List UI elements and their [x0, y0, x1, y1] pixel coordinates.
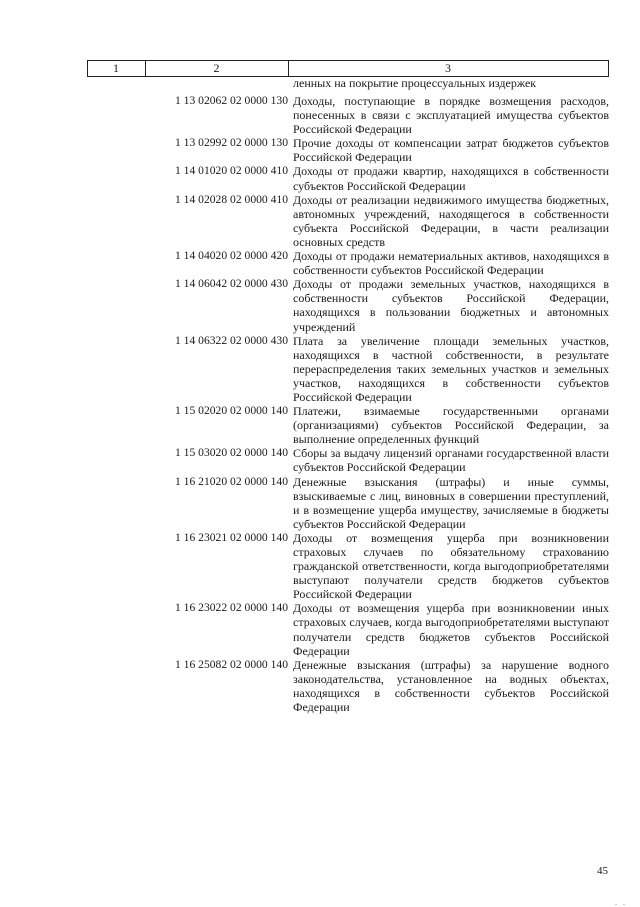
header-col-1: 1	[113, 61, 119, 75]
scan-artifact-dots: . .	[615, 898, 627, 907]
revenue-description: Доходы от возмещения ущерба при возникновении иных страховых случаев, когда выгодоприобретателями выступают получатели средств бюджетов субъектов Российской Федерации	[293, 601, 609, 658]
table-row	[0, 136, 640, 164]
revenue-code: 1 16 23021 02 0000 140	[174, 530, 288, 544]
table-header	[87, 60, 609, 77]
revenue-code: 1 15 03020 02 0000 140	[174, 446, 288, 460]
revenue-description: Доходы от продажи земельных участков, находящихся в собственности субъектов Российской Федерации, находящихся в пользовании бюджетных и автономных учреждений	[293, 277, 609, 334]
revenue-description: Доходы от возмещения ущерба при возникновении страховых случаев по обязательному страхованию гражданской ответственности, когда выгодоприобретателями выступают получатели средств бюджетов субъектов Российской Федерации	[293, 530, 609, 602]
table-row	[0, 404, 640, 446]
header-col-3: 3	[445, 61, 451, 75]
table-row	[0, 94, 640, 136]
table-row	[0, 277, 640, 333]
table-row	[0, 193, 640, 249]
revenue-code: 1 13 02062 02 0000 130	[174, 94, 288, 107]
revenue-code: 1 14 01020 02 0000 410	[174, 164, 288, 178]
table-row	[0, 249, 640, 277]
revenue-code: 1 13 02992 02 0000 130	[174, 136, 288, 150]
table-row	[0, 446, 640, 474]
revenue-description: Доходы от реализации недвижимого имущества бюджетных, автономных учреждений, находящегося в собственности субъекта Российской Федерации, в части реализации основных средств	[293, 192, 609, 249]
table-row	[0, 601, 640, 657]
revenue-description: Прочие доходы от компенсации затрат бюджетов субъектов Российской Федерации	[293, 136, 609, 165]
revenue-description: Доходы, поступающие в порядке возмещения расходов, понесенных в связи с эксплуатацией имущества субъектов Российской Федерации	[293, 94, 609, 137]
revenue-description: Платежи, взимаемые государственными органами (организациями) субъектов Российской Федерации, за выполнение определенных функций	[293, 404, 609, 447]
revenue-description: Доходы от продажи нематериальных активов, находящихся в собственности субъектов Российской Федерации	[293, 249, 609, 278]
table-row	[0, 334, 640, 404]
revenue-description: Денежные взыскания (штрафы) за нарушение водного законодательства, установленное на водных объектах, находящихся в собственности субъектов Российской Федерации	[293, 657, 609, 715]
revenue-description: Денежные взыскания (штрафы) и иные суммы, взыскиваемые с лиц, виновных в совершении преступлений, и в возмещение ущерба имуществу, зачисляемые в бюджеты субъектов Российской Федерации	[293, 474, 609, 531]
revenue-description: Сборы за выдачу лицензий органами государственной власти субъектов Российской Федерации	[293, 446, 609, 475]
revenue-code: 1 15 02020 02 0000 140	[174, 404, 288, 418]
revenue-code: 1 14 06042 02 0000 430	[174, 277, 288, 291]
revenue-code: 1 16 21020 02 0000 140	[174, 474, 288, 488]
revenue-code: 1 14 04020 02 0000 420	[174, 249, 288, 263]
table-row	[0, 658, 640, 714]
header-col-2: 2	[213, 61, 220, 75]
revenue-code: 1 16 23022 02 0000 140	[174, 601, 288, 615]
revenue-code: 1 14 06322 02 0000 430	[174, 333, 288, 347]
revenue-description: Плата за увеличение площади земельных участков, находящихся в частной собственности, в результате перераспределения таких земельных участков и земельных участков, находящихся в собственности субъектов Российской Федерации	[293, 333, 609, 404]
revenue-code: 1 14 02028 02 0000 410	[174, 192, 288, 206]
revenue-description: Доходы от продажи квартир, находящихся в собственности субъектов Российской Федерации	[293, 164, 609, 193]
revenue-code-list	[0, 94, 640, 714]
revenue-code: 1 16 25082 02 0000 140	[174, 657, 288, 671]
table-row	[0, 475, 640, 531]
continuation-text: ленных на покрытие процессуальных издержек	[293, 76, 537, 90]
header-divider-right	[608, 61, 609, 76]
page-number: 45	[597, 865, 608, 877]
table-row	[0, 164, 640, 192]
table-row	[0, 531, 640, 601]
